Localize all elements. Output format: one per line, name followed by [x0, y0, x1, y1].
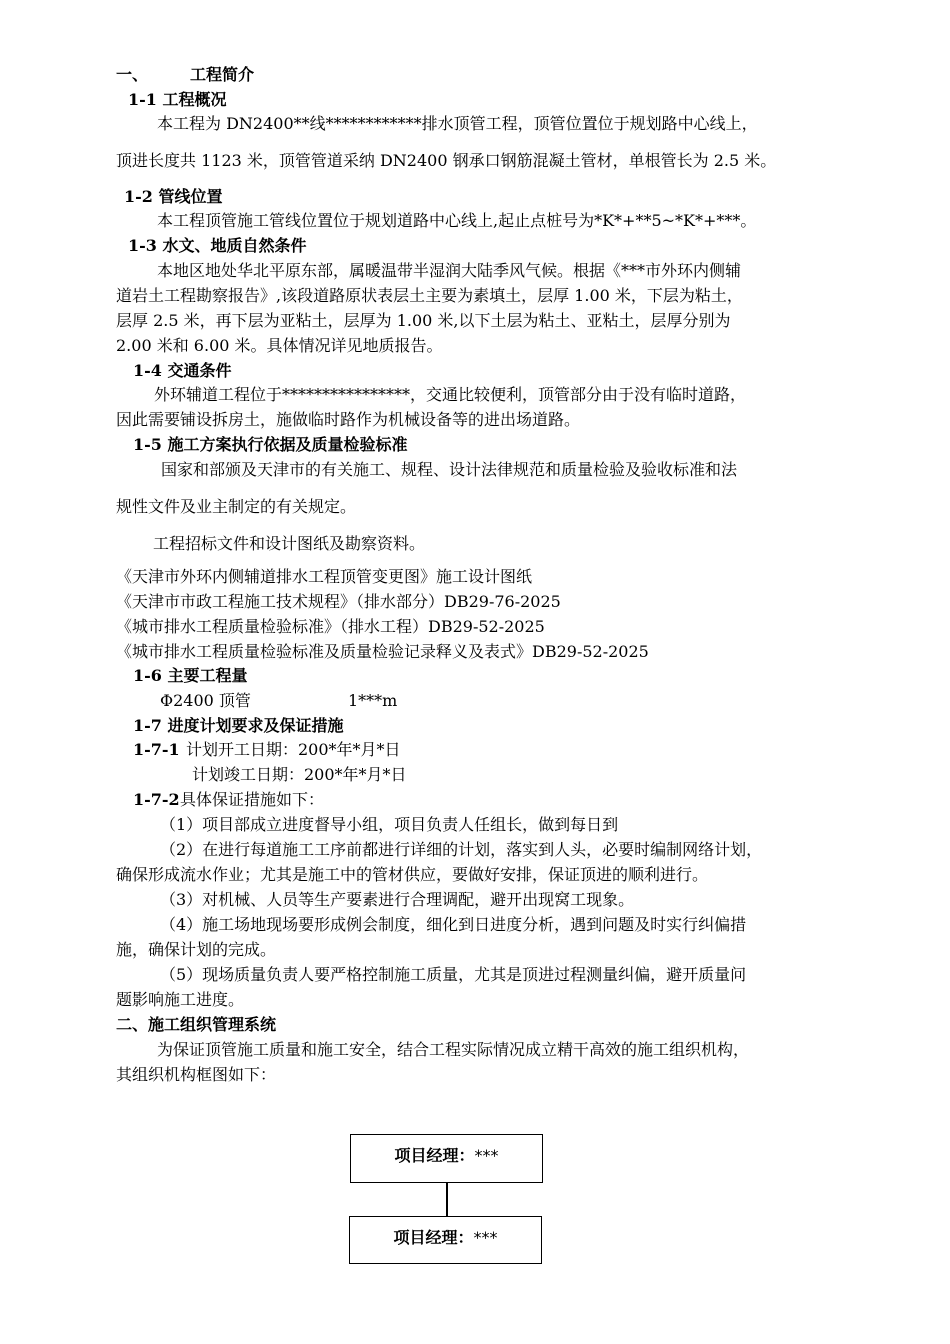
org-box-project-manager-1 [350, 1134, 543, 1183]
org-box-project-manager-2 [349, 1216, 542, 1264]
org-box-2-value: *** [473, 1228, 498, 1247]
heading-1-7-1: 1-7-1 [133, 740, 180, 759]
heading-1-5: 1-5 施工方案执行依据及质量检验标准 [133, 435, 408, 454]
org-box-1-value: *** [474, 1146, 499, 1165]
measures-intro: 具体保证措施如下： [180, 790, 325, 809]
reference-1: 《天津市外环内侧辅道排水工程顶管变更图》施工设计图纸 [116, 567, 533, 586]
reference-2: 《天津市市政工程施工技术规程》（排水部分）DB29-76-2025 [116, 592, 561, 611]
heading-1-3: 1-3 水文、地质自然条件 [128, 236, 307, 255]
paragraph-1-5-line1: 国家和部颁及天津市的有关施工、规程、设计法律规范和质量检验及验收标准和法 [161, 460, 738, 479]
paragraph-1-5-line3: 工程招标文件和设计图纸及勘察资料。 [153, 534, 426, 553]
paragraph-1-3-line1: 本地区地处华北平原东部，属暖温带半湿润大陆季风气候。根据《***市外环内侧辅 [157, 261, 742, 280]
heading-1-2: 1-2 管线位置 [124, 187, 223, 206]
measure-5-line2: 题影响施工进度。 [116, 990, 245, 1009]
measure-4-line2: 施，确保计划的完成。 [116, 940, 277, 959]
planned-start-date: 计划开工日期：200*年*月*日 [186, 740, 401, 759]
measure-2-line2: 确保形成流水作业；尤其是施工中的管材供应，要做好安排，保证顶进的顺利进行。 [116, 865, 709, 884]
reference-3: 《城市排水工程质量检验标准》（排水工程）DB29-52-2025 [116, 617, 545, 636]
reference-4: 《城市排水工程质量检验标准及质量检验记录释义及表式》DB29-52-2025 [116, 642, 649, 661]
planned-end-date: 计划竣工日期：200*年*月*日 [192, 765, 407, 784]
measure-5-line1: （5）现场质量负责人要严格控制施工质量，尤其是顶进过程测量纠偏，避开质量问 [160, 965, 747, 984]
paragraph-1-3-line3: 层厚 2.5 米，再下层为亚粘土，层厚为 1.00 米,以下土层为粘土、亚粘土，层厚分别为 [116, 311, 731, 330]
paragraph-1-1-line1: 本工程为 DN2400**线************排水顶管工程，顶管位置位于规划路中心线上， [157, 114, 758, 133]
quantity-value: 1***m [348, 691, 398, 710]
paragraph-1-1-line2: 顶进长度共 1123 米，顶管管道采纳 DN2400 钢承口钢筋混凝土管材，单根管长为 2.5 米。 [116, 151, 777, 170]
section-2-paragraph-line1: 为保证顶管施工质量和施工安全，结合工程实际情况成立精干高效的施工组织机构， [157, 1040, 750, 1059]
heading-1-4: 1-4 交通条件 [133, 361, 232, 380]
measure-3: （3）对机械、人员等生产要素进行合理调配，避开出现窝工现象。 [160, 890, 635, 909]
heading-1-6: 1-6 主要工程量 [133, 666, 248, 685]
measure-4-line1: （4）施工场地现场要形成例会制度，细化到日进度分析，遇到问题及时实行纠偏措 [160, 915, 747, 934]
paragraph-1-4-line1: 外环辅道工程位于****************，交通比较便利，顶管部分由于没有临时道路， [154, 385, 747, 404]
org-box-1-label: 项目经理： [394, 1146, 475, 1165]
paragraph-1-2: 本工程顶管施工管线位置位于规划道路中心线上,起止点桩号为*K*+**5~*K*+***。 [157, 211, 757, 230]
paragraph-1-3-line4: 2.00 米和 6.00 米。具体情况详见地质报告。 [116, 336, 443, 355]
org-connector-line [446, 1183, 448, 1216]
measure-2-line1: （2）在进行每道施工工序前都进行详细的计划，落实到人头，必要时编制网络计划， [160, 840, 763, 859]
paragraph-1-5-line2: 规性文件及业主制定的有关规定。 [116, 497, 357, 516]
org-box-2-label: 项目经理： [393, 1228, 474, 1247]
section-2-paragraph-line2: 其组织机构框图如下： [116, 1065, 277, 1084]
paragraph-1-4-line2: 因此需要铺设拆房土，施做临时路作为机械设备等的进出场道路。 [116, 410, 581, 429]
heading-1-7: 1-7 进度计划要求及保证措施 [133, 716, 344, 735]
quantity-item: Φ2400 顶管 [160, 691, 251, 710]
heading-1-1: 1-1 工程概况 [128, 90, 227, 109]
heading-1-7-2: 1-7-2 [133, 790, 180, 809]
section-2-title: 二、施工组织管理系统 [116, 1015, 277, 1034]
paragraph-1-3-line2: 道岩土工程勘察报告》,该段道路原状表层土主要为素填土，层厚 1.00 米，下层为粘土， [116, 286, 743, 305]
section-1-title: 工程简介 [190, 65, 255, 84]
section-1-number: 一、 [116, 65, 149, 84]
measure-1: （1）项目部成立进度督导小组，项目负责人任组长，做到每日到 [160, 815, 619, 834]
